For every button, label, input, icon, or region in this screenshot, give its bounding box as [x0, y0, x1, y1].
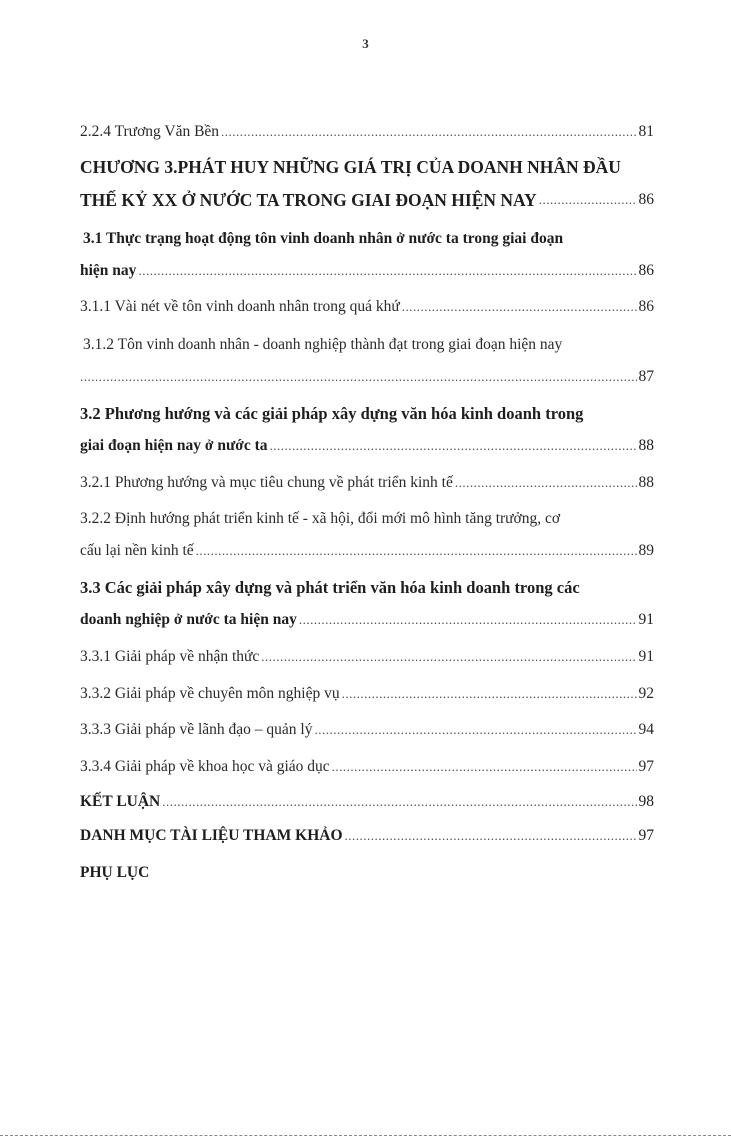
toc-entry-page: 88 — [638, 474, 654, 491]
toc-leader-dots — [138, 261, 636, 281]
toc-leader-dots — [270, 436, 637, 456]
toc-entry-page: 92 — [638, 685, 654, 702]
toc-entry-title: 3.3 Các giải pháp xây dựng và phát triển văn hóa kinh doanh trong các — [80, 578, 580, 597]
toc-leader-dots — [402, 297, 637, 317]
toc-entry-3-2-2-line2 — [80, 541, 654, 561]
toc-entry-title: 3.1.2 Tôn vinh doanh nhân - doanh nghiệp thành đạt trong giai đoạn hiện nay — [83, 336, 563, 353]
toc-entry-title: 2.2.4 Trương Văn Bền — [80, 123, 220, 140]
toc-leader-dots — [80, 367, 637, 387]
toc-entry-title: 3.3.1 Giải pháp về nhận thức — [80, 648, 260, 665]
toc-entry-3-2-1 — [80, 473, 654, 493]
toc-entry-3-2-2-line1 — [80, 509, 654, 529]
toc-entry-title: KẾT LUẬN — [80, 793, 161, 810]
toc-entry-page: 91 — [638, 611, 654, 628]
toc-leader-dots — [314, 720, 636, 740]
toc-leader-dots — [455, 473, 637, 493]
toc-entry-title: doanh nghiệp ở nước ta hiện nay — [80, 611, 297, 628]
toc-entry-3-3-4 — [80, 757, 654, 777]
toc-entry-title: 3.2 Phương hướng và các giải pháp xây dựng văn hóa kinh doanh trong — [80, 404, 584, 423]
toc-entry-page: 88 — [638, 437, 654, 454]
toc-leader-dots — [345, 826, 637, 846]
toc-entry-3-1-line2 — [80, 261, 654, 281]
toc-entry-page: 87 — [638, 368, 654, 385]
toc-leader-dots — [261, 647, 636, 667]
toc-entry-3-1-2-line1 — [80, 335, 654, 355]
toc-entry-title: giai đoạn hiện nay ở nước ta — [80, 437, 268, 454]
toc-entry-3-3-2 — [80, 684, 654, 704]
toc-entry-title: cấu lại nền kinh tế — [80, 542, 194, 559]
toc-entry-page: 81 — [638, 123, 654, 140]
toc-leader-dots — [539, 190, 637, 210]
toc-leader-dots — [196, 541, 637, 561]
toc-entry-3-3-line1 — [80, 578, 654, 598]
toc-entry-chapter-3-line1 — [80, 157, 654, 177]
toc-entry-title: 3.3.2 Giải pháp về chuyên môn nghiệp vụ — [80, 685, 340, 702]
toc-entry-appendix — [80, 863, 654, 883]
toc-entry-3-3-line2 — [80, 610, 654, 630]
toc-entry-references — [80, 826, 654, 846]
toc-entry-chapter-3-line2 — [80, 190, 654, 210]
toc-leader-dots — [162, 792, 636, 812]
toc-entry-title: 3.1 Thực trạng hoạt động tôn vinh doanh nhân ở nước ta trong giai đoạn — [83, 230, 564, 247]
toc-entry-3-3-1 — [80, 647, 654, 667]
toc-leader-dots — [332, 757, 637, 777]
toc-leader-dots — [299, 610, 637, 630]
toc-entry-conclusion — [80, 792, 654, 812]
toc-entry-page: 89 — [638, 542, 654, 559]
toc-entry-page: 97 — [638, 758, 654, 775]
toc-leader-dots — [342, 684, 637, 704]
toc-entry-page: 97 — [638, 827, 654, 844]
toc-entry-3-1-2-line2 — [80, 367, 654, 387]
toc-entry-title: 3.3.4 Giải pháp về khoa học và giáo dục — [80, 758, 330, 775]
toc-leader-dots — [221, 122, 636, 142]
toc-entry-3-3-3 — [80, 720, 654, 740]
toc-entry-title: THẾ KỶ XX Ở NƯỚC TA TRONG GIAI ĐOẠN HIỆN NAY — [80, 190, 537, 210]
toc-entry-title: 3.2.2 Định hướng phát triển kinh tế - xã hội, đổi mới mô hình tăng trưởng, cơ — [80, 510, 561, 527]
toc-entry-3-2-line1 — [80, 404, 654, 424]
toc-entry-page: 86 — [638, 298, 654, 315]
toc-entry-page: 86 — [638, 191, 654, 208]
page-number: 3 — [362, 36, 369, 51]
toc-entry-page: 86 — [638, 262, 654, 279]
page-bottom-border — [0, 1135, 731, 1136]
toc-entry-title: DANH MỤC TÀI LIỆU THAM KHẢO — [80, 827, 343, 844]
toc-entry-page: 94 — [638, 721, 654, 738]
toc-entry-title: hiện nay — [80, 262, 137, 279]
toc-entry-page: 91 — [638, 648, 654, 665]
toc-entry-3-2-line2 — [80, 436, 654, 456]
toc-entry-3-1-line1 — [80, 229, 654, 249]
toc-entry-page: 98 — [638, 793, 654, 810]
toc-entry-title: PHỤ LỤC — [80, 864, 150, 881]
toc-entry-title: CHƯƠNG 3.PHÁT HUY NHỮNG GIÁ TRỊ CỦA DOANH NHÂN ĐẦU — [80, 157, 621, 177]
toc-entry-title: 3.1.1 Vài nét về tôn vinh doanh nhân trong quá khứ — [80, 298, 400, 315]
toc-entry-3-1-1 — [80, 297, 654, 317]
toc-entry-title: 3.2.1 Phương hướng và mục tiêu chung về phát triển kinh tế — [80, 474, 453, 491]
toc-entry-title: 3.3.3 Giải pháp về lãnh đạo – quản lý — [80, 721, 313, 738]
toc-entry-2-2-4 — [80, 122, 654, 142]
